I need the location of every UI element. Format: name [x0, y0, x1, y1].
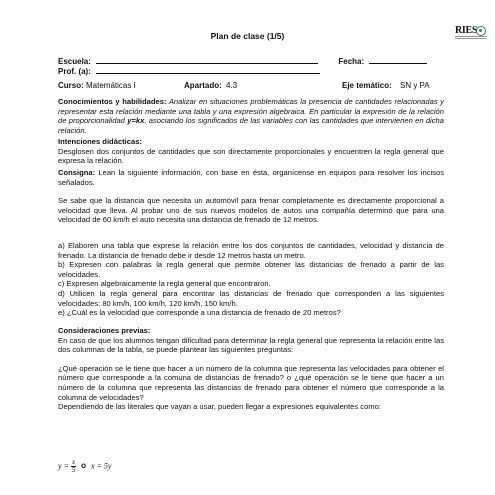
intenciones-label: Intenciones didácticas: — [58, 137, 142, 146]
conocimientos-text-1: Analizar en situaciones problemáticas la presencia de cantidades relacionadas y representar esta relación mediante una tabla y una expresión algebraica. En particular la expresión de la relación de proporcionalidad — [58, 97, 444, 126]
page-title: Plan de clase (1/5) — [210, 31, 285, 41]
intenciones-section — [58, 137, 444, 166]
formula-rhs: x = 5y — [90, 461, 112, 471]
escuela-blank[interactable] — [96, 55, 318, 64]
logo-mark-icon — [476, 26, 486, 36]
incisos-list — [58, 241, 444, 318]
conocimientos-section — [58, 97, 444, 135]
eje-value: SN y PA — [400, 81, 430, 90]
fecha-label: Fecha: — [338, 57, 365, 66]
curso-value: Matemáticas I — [86, 81, 136, 90]
logo-text: RIES — [455, 25, 478, 36]
inciso-a: a) Elaboren una tabla que exprese la relación entre los dos conjuntos de cantidades, velocidad y distancia de frenado. La distancia de frenado debe ir desde 12 metros hasta un metro. — [58, 241, 444, 260]
prof-row — [58, 65, 320, 76]
curso-label: Curso: — [58, 81, 84, 90]
fecha-blank[interactable] — [369, 55, 427, 64]
inciso-e: e) ¿Cuál es la velocidad que corresponde a una distancia de frenado de 20 metros? — [58, 308, 341, 318]
fraction-denominator: 5 — [71, 466, 76, 474]
equivalent-expressions — [58, 459, 111, 474]
formula-lhs: y = — [58, 461, 69, 471]
problem-statement — [58, 196, 444, 225]
conocimientos-label: Conocimientos y habilidades: — [58, 97, 167, 106]
escuela-label: Escuela: — [58, 57, 91, 66]
logo-underline — [455, 36, 487, 40]
formula-connector: o — [81, 461, 86, 471]
apartado-value: 4.3 — [226, 81, 238, 90]
inciso-d: d) Utilicen la regla general para encontrar las distancias de frenado que corresponden a las siguientes velocidades: 80 km/h, 100 km/h, 120 km/h, 150 km/h. — [58, 288, 444, 308]
course-meta-row — [58, 81, 444, 90]
eje-label: Eje temático: — [342, 81, 392, 90]
consigna-text: Lean la siguiente información, con base en ésta, organícense en equipos para resolver los incisos señalados. — [58, 168, 444, 187]
inciso-c: c) Expresen algebraicamente la regla general que encontraron. — [58, 279, 271, 289]
consideraciones-p3: Dependiendo de las literales que vayan a usar, pueden llegar a expresiones equivalentes como: — [58, 402, 381, 412]
consideraciones-p2: ¿Qué operación se le tiene que hacer a un número de la columna que representa las velocidades para obtener el número que corresponde a la comuna de distancias de frenado? o ¿qué operación se le tiene que hacer a un número de la columna que representa las distancias de frenado para obtener el número que corresponde a la columna de velocidades? — [58, 363, 444, 402]
fraction-numerator: x — [71, 458, 76, 466]
inciso-b: b) Expresen con palabras la regla general que permite obtener las distancias de frenado a partir de las velocidades. — [58, 260, 444, 279]
consideraciones-section — [58, 326, 444, 412]
consideraciones-label: Consideraciones previas: — [58, 326, 151, 335]
prof-blank[interactable] — [96, 65, 320, 74]
intenciones-text: Desglosen dos conjuntos de cantidades que son directamente proporcionales y encuentren la regla general que expresa la relación. — [58, 146, 444, 166]
ries-logo — [455, 24, 487, 44]
conocimientos-formula: y=kx — [127, 116, 145, 126]
consigna-label: Consigna: — [58, 168, 96, 177]
formula-fraction — [71, 459, 76, 474]
prof-label: Prof. (a): — [58, 67, 91, 76]
conocimientos-text-2: , asociando los significados de las variables con las cantidades que intervienen en dicha relación. — [58, 116, 444, 135]
apartado-label: Apartado: — [184, 81, 222, 90]
consigna-section — [58, 168, 444, 187]
consideraciones-p1: En caso de que los alumnos tengan dificultad para determinar la regla general que representa la relación entre las dos columnas de la tabla, se puede plantear las siguientes preguntas: — [58, 335, 444, 355]
problem-text: Se sabe que la distancia que necesita un automóvil para frenar completamente es directamente proporcional a velocidad que lleva. Al probar uno de sus nuevos modelos de autos una compañía determinó que para una velocidad de 60 km/h el auto necesita una distancia de frenado de 12 metros. — [58, 196, 444, 225]
